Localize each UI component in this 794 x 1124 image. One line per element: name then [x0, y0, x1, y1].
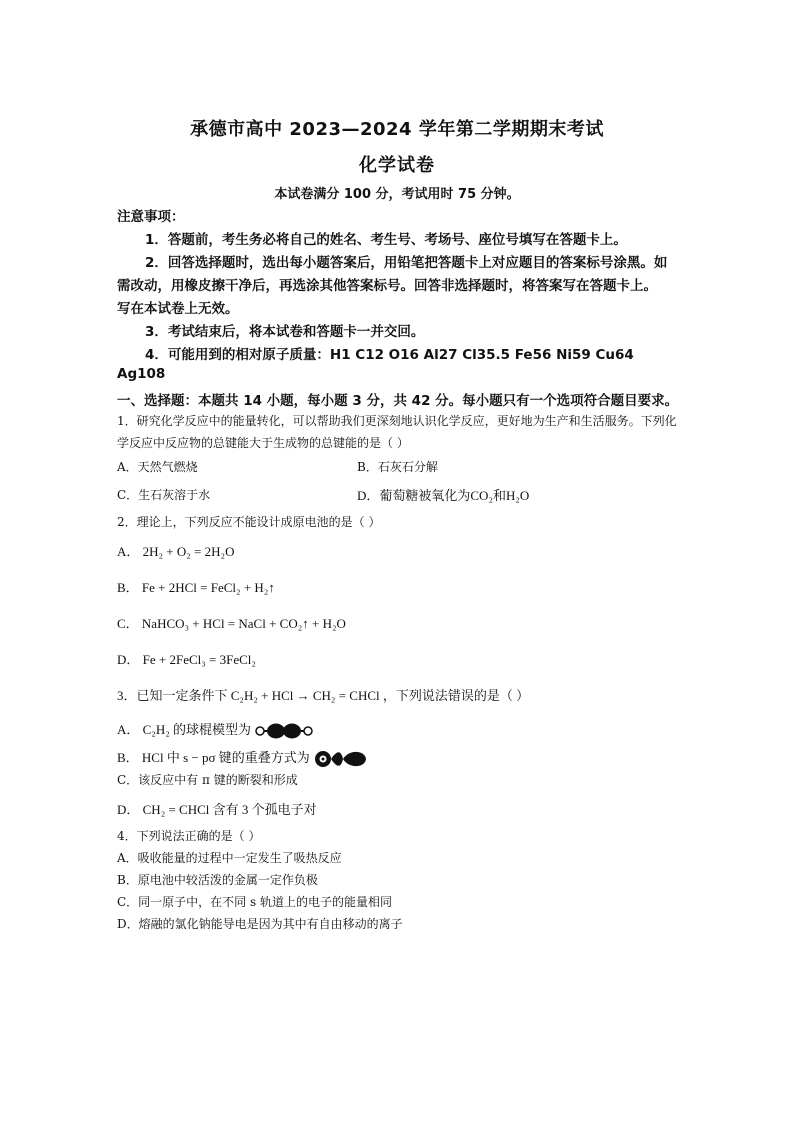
- q3-stem: 3．已知一定条件下 C₂H₂ + HCl → CH₂ = CHCl ，下列说法错误的是（ ）: [117, 688, 530, 703]
- c2h2-ball-and-stick-model-icon: [254, 720, 314, 742]
- q2-stem: 2．理论上，下列反应不能设计成原电池的是（ ）: [117, 515, 381, 529]
- note-4-continued: Ag108: [117, 366, 166, 382]
- q1-stem-line-1: 1．研究化学反应中的能量转化，可以帮助我们更深刻地认识化学反应，更好地为生产和生活服务。下列化: [117, 414, 677, 428]
- section-heading: 一、选择题：本题共 14 小题，每小题 3 分，共 42 分。每小题只有一个选项符合题目要求。: [117, 393, 679, 409]
- note-2-line-1: 2．回答选择题时，选出每小题答案后，用铅笔把答题卡上对应题目的答案标号涂黑。如: [145, 255, 668, 271]
- exam-subject: 化学试卷: [359, 155, 435, 176]
- exam-info: 本试卷满分 100 分，考试用时 75 分钟。: [274, 187, 520, 202]
- q4-stem: 4．下列说法正确的是（ ）: [117, 829, 261, 843]
- q3-option-a-row: [117, 719, 314, 742]
- q2-option-c: C． NaHCO₃ + HCl = NaCl + CO₂↑ + H₂O: [117, 616, 346, 631]
- q1-option-d: D．葡萄糖被氧化为CO₂和H₂O: [357, 488, 530, 503]
- q3-option-b: B． HCl 中 s − pσ 键的重叠方式为: [117, 750, 310, 765]
- q2-option-a: A． 2H₂ + O₂ = 2H₂O: [117, 544, 235, 559]
- s-p-sigma-overlap-icon: [313, 748, 369, 770]
- q4-option-b: B．原电池中较活泼的金属一定作负极: [117, 873, 318, 887]
- q3-option-b-row: [117, 747, 369, 770]
- q1-option-a: A．天然气燃烧: [117, 460, 198, 474]
- note-2-line-2: 需改动，用橡皮擦干净后，再选涂其他答案标号。回答非选择题时，将答案写在答题卡上。: [117, 278, 657, 294]
- q4-option-a: A．吸收能量的过程中一定发生了吸热反应: [117, 851, 342, 865]
- q3-option-a: A． C₂H₂ 的球棍模型为: [117, 722, 252, 737]
- exam-title: 承德市高中 2023—2024 学年第二学期期末考试: [190, 119, 604, 140]
- note-3: 3．考试结束后，将本试卷和答题卡一并交回。: [145, 324, 425, 340]
- q3-option-c: C．该反应中有 π 键的断裂和形成: [117, 773, 298, 787]
- q2-option-b: B． Fe + 2HCl = FeCl₂ + H₂↑: [117, 580, 275, 595]
- q4-option-d: D．熔融的氯化钠能导电是因为其中有自由移动的离子: [117, 917, 403, 931]
- note-1: 1．答题前，考生务必将自己的姓名、考生号、考场号、座位号填写在答题卡上。: [145, 232, 627, 248]
- note-4: 4．可能用到的相对原子质量：H1 C12 O16 Al27 Cl35.5 Fe56 Ni59 Cu64: [145, 347, 634, 363]
- q2-option-d: D． Fe + 2FeCl₃ = 3FeCl₂: [117, 652, 256, 667]
- q1-stem-line-2: 学反应中反应物的总键能大于生成物的总键能的是（ ）: [117, 436, 409, 450]
- q1-option-c: C．生石灰溶于水: [117, 488, 211, 502]
- q3-option-d: D． CH₂ = CHCl 含有 3 个孤电子对: [117, 802, 317, 817]
- note-2-line-3: 写在本试卷上无效。: [117, 301, 239, 317]
- q4-option-c: C．同一原子中，在不同 s 轨道上的电子的能量相同: [117, 895, 392, 909]
- q1-option-b: B．石灰石分解: [357, 460, 438, 474]
- notes-heading: 注意事项：: [117, 209, 185, 225]
